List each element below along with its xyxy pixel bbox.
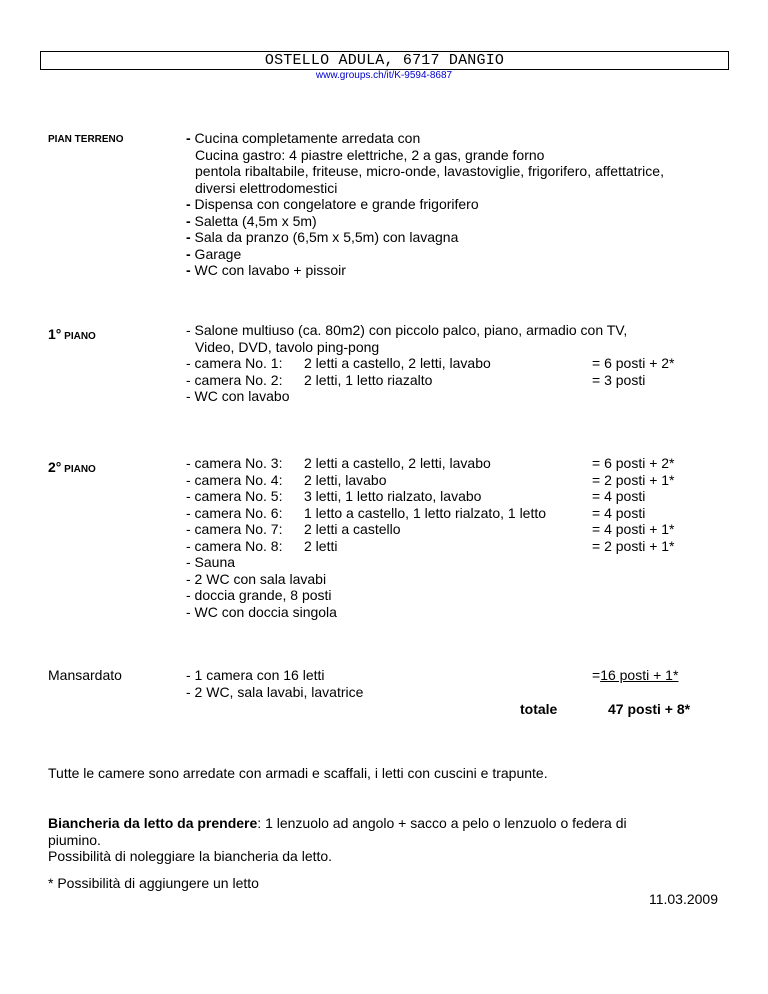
totale-value: 47 posti + 8*	[608, 701, 691, 717]
list-item: - 2 WC, sala lavabi, lavatrice	[186, 683, 364, 700]
list-item: Video, DVD, tavolo ping-pong	[195, 338, 380, 355]
item-list	[186, 667, 746, 700]
note-biancheria: Biancheria da letto da prendere: 1 lenzuolo ad angolo + sacco a pelo o lenzuolo o federa di piumino. Possibilità di noleggiare la biancheria da letto.	[48, 815, 627, 864]
list-item: pentola ribaltabile, friteuse, micro-onde, lavastoviglie, frigorifero, affettatrice,	[195, 163, 664, 179]
floor-label: 1° PIANO	[48, 326, 96, 342]
room-row: - camera No. 1: 2 letti a castello, 2 letti, lavabo = 6 posti + 2*	[186, 355, 675, 371]
floor-label: PIAN TERRENO	[48, 134, 124, 145]
list-item: - Salone multiuso (ca. 80m2) con piccolo palco, piano, armadio con TV,	[186, 322, 628, 338]
list-item: - 2 WC con sala lavabi	[186, 570, 327, 587]
list-item: - Garage	[186, 245, 242, 262]
totale-label: totale	[520, 701, 558, 717]
item-list	[186, 130, 746, 279]
list-item: Cucina gastro: 4 piastre elettriche, 2 a gas, grande forno	[195, 146, 545, 163]
document-title: OSTELLO ADULA, 6717 DANGIO	[40, 51, 729, 70]
item-list	[186, 322, 746, 405]
list-item: diversi elettrodomestici	[195, 179, 338, 196]
website-link[interactable]: www.groups.ch/it/K-9594-8687	[315, 70, 453, 81]
room-row: - camera No. 2: 2 letti, 1 letto riazalto = 3 posti	[186, 371, 646, 388]
list-item: - Sauna	[186, 554, 236, 570]
list-item: - Dispensa con congelatore e grande frigorifero	[186, 196, 479, 212]
list-item: - Cucina completamente arredata con	[186, 130, 421, 146]
document-date: 11.03.2009	[648, 891, 718, 907]
room-row: - camera No. 8: 2 letti = 2 posti + 1*	[186, 537, 675, 554]
floor-label: 2° PIANO	[48, 459, 96, 475]
note-camere: Tutte le camere sono arredate con armadi e scaffali, i letti con cuscini e trapunte.	[48, 765, 548, 781]
room-row: - 1 camera con 16 letti =16 posti + 1*	[186, 667, 679, 683]
list-item: - WC con lavabo + pissoir	[186, 262, 346, 278]
room-row: - camera No. 7: 2 letti a castello = 4 posti + 1*	[186, 521, 675, 537]
footnote: * Possibilità di aggiungere un letto	[48, 875, 259, 891]
list-item: - Sala da pranzo (6,5m x 5,5m) con lavagna	[186, 229, 459, 245]
list-item: - WC con lavabo	[186, 388, 290, 404]
list-item: - doccia grande, 8 posti	[186, 587, 332, 603]
item-list	[186, 455, 746, 620]
room-row: - camera No. 3: 2 letti a castello, 2 letti, lavabo = 6 posti + 2*	[186, 455, 675, 471]
list-item: - Saletta (4,5m x 5m)	[186, 212, 317, 229]
list-item: - WC con doccia singola	[186, 603, 337, 620]
room-row: - camera No. 4: 2 letti, lavabo = 2 posti + 1*	[186, 471, 675, 488]
room-row: - camera No. 6: 1 letto a castello, 1 letto rialzato, 1 letto = 4 posti	[186, 504, 646, 521]
floor-label: Mansardato	[48, 667, 122, 683]
room-row: - camera No. 5: 3 letti, 1 letto rialzato, lavabo = 4 posti	[186, 488, 646, 504]
